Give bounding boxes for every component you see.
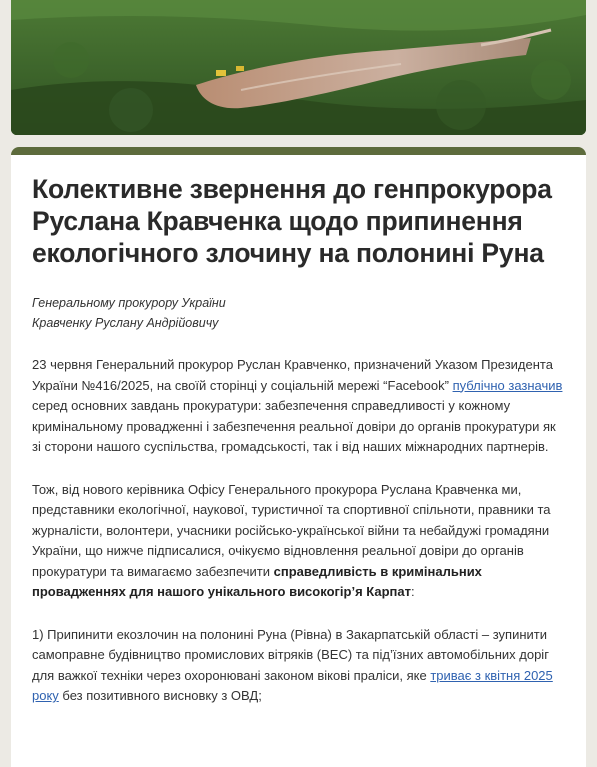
paragraph-3 xyxy=(32,625,566,707)
accent-bar xyxy=(11,147,586,155)
paragraph-1 xyxy=(32,355,566,458)
paragraph-2 xyxy=(32,480,566,603)
p1-text-b: серед основних завдань прокуратури: забезпечення справедливості у кожному кримінальному провадженні і забезпечення реальної довіри до органів прокуратури як зі сторони нашого суспільства, громадськості, так і від наших міжнародних партнерів. xyxy=(32,398,556,454)
p3-text-a: 1) Припинити екозлочин на полонині Руна (Рівна) в Закарпатській області – зупинити самоправне будівництво промислових вітряків (ВЕС) та під’їзних автомобільних доріг для важкої техніки через охоронювані законом вікові праліси, яке xyxy=(32,626,549,683)
hero-landscape xyxy=(11,0,586,135)
p2-bold: справедливість в кримінальних провадженнях для нашого унікального високогір’я Карпат xyxy=(32,563,482,599)
article-title: Колективне звернення до генпрокурора Руслана Кравченка щодо припинення екологічного злочину на полонині Руна xyxy=(32,174,552,268)
hero-image xyxy=(11,0,586,135)
link-since-april[interactable]: триває з квітня 2025 року xyxy=(32,667,553,703)
p3-text-b: без позитивного висновку з ОВД; xyxy=(62,688,262,703)
addressee-block xyxy=(32,293,566,333)
article-card xyxy=(11,147,586,767)
addressee-line1: Генеральному прокурору України xyxy=(32,296,226,310)
p1-text-a: 23 червня Генеральний прокурор Руслан Кравченко, призначений Указом Президента України №416/2025, на своїй сторінці у соціальній мережі “Facebook” xyxy=(32,357,553,393)
p2-end: : xyxy=(411,584,415,599)
link-publicly-stated[interactable]: публічно зазначив xyxy=(452,377,563,393)
p2-text-a: Тож, від нового керівника Офісу Генерального прокурора Руслана Кравченка ми, представники екологічної, наукової, туристичної та спортивної спільноти, правники та журналісти, волонтери, учасники російсько-української війни та небайдужі громадяни України, що нижче підписалися, очікуємо відновлення реальної довіри до органів прокуратури та вимагаємо забезпечити xyxy=(32,481,551,579)
addressee-line2: Кравченку Руслану Андрійовичу xyxy=(32,316,219,330)
